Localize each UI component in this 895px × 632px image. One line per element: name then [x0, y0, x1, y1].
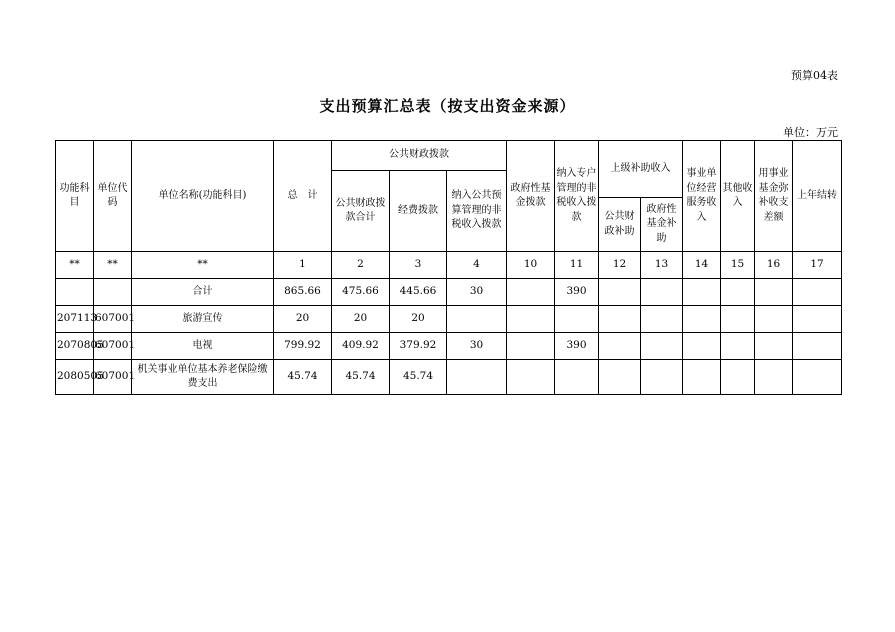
pf-subtotal-cell: 409.92	[332, 333, 390, 360]
index-cell: 17	[793, 252, 842, 279]
unit-name-cell: 合计	[132, 279, 274, 306]
index-cell: **	[56, 252, 94, 279]
unit-name-cell: 电视	[132, 333, 274, 360]
unit-name-cell: 旅游宣传	[132, 306, 274, 333]
funds-cell: 20	[390, 306, 447, 333]
unit-code-cell: 607001	[94, 306, 132, 333]
header-total: 总 计	[274, 141, 332, 252]
gf-subsidy-cell	[641, 279, 683, 306]
reserve-cell	[755, 306, 793, 333]
header-public-fiscal-subtotal: 公共财政拨款合计	[332, 171, 390, 252]
reserve-cell	[755, 279, 793, 306]
table-row	[56, 360, 842, 395]
carry-cell	[793, 306, 842, 333]
index-cell: 12	[599, 252, 641, 279]
index-cell: 16	[755, 252, 793, 279]
index-cell: 4	[447, 252, 507, 279]
gov-fund-cell	[507, 279, 555, 306]
pf-subsidy-cell	[599, 279, 641, 306]
pf-subsidy-cell	[599, 306, 641, 333]
document-title: 支出预算汇总表（按支出资金来源）	[319, 97, 576, 115]
header-public-fiscal: 公共财政拨款	[332, 141, 507, 171]
special-nontax-cell: 390	[555, 333, 599, 360]
other-cell	[721, 360, 755, 395]
header-unit-name: 单位名称(功能科目)	[132, 141, 274, 252]
nontax-cell	[447, 306, 507, 333]
unit-label: 单位：万元	[783, 126, 838, 139]
unit-code-cell: 607001	[94, 360, 132, 395]
pf-subsidy-cell	[599, 360, 641, 395]
pf-subtotal-cell: 45.74	[332, 360, 390, 395]
header-funds-allocation: 经费拨款	[390, 171, 447, 252]
unit-name-cell: 机关事业单位基本养老保险缴费支出	[132, 360, 274, 395]
funds-cell: 45.74	[390, 360, 447, 395]
nontax-cell: 30	[447, 333, 507, 360]
service-cell	[683, 279, 721, 306]
nontax-cell: 30	[447, 279, 507, 306]
index-cell: 3	[390, 252, 447, 279]
index-cell: 14	[683, 252, 721, 279]
unit-code-cell: 607001	[94, 333, 132, 360]
carry-cell	[793, 279, 842, 306]
column-index-row	[56, 252, 842, 279]
header-upper-subsidy: 上级补助收入	[599, 141, 683, 198]
total-cell: 45.74	[274, 360, 332, 395]
header-gov-fund-subsidy: 政府性基金补助	[641, 198, 683, 252]
funds-cell: 379.92	[390, 333, 447, 360]
index-cell: **	[132, 252, 274, 279]
func-code-cell: 2070805	[56, 333, 94, 360]
other-cell	[721, 306, 755, 333]
gf-subsidy-cell	[641, 306, 683, 333]
index-cell: 2	[332, 252, 390, 279]
header-special-nontax: 纳入专户管理的非税收入拨款	[555, 141, 599, 252]
service-cell	[683, 360, 721, 395]
index-cell: 1	[274, 252, 332, 279]
service-cell	[683, 333, 721, 360]
func-code-cell: 2080505	[56, 360, 94, 395]
pf-subtotal-cell: 20	[332, 306, 390, 333]
special-nontax-cell	[555, 306, 599, 333]
table-row	[56, 306, 842, 333]
nontax-cell	[447, 360, 507, 395]
index-cell: **	[94, 252, 132, 279]
total-cell: 865.66	[274, 279, 332, 306]
header-public-fiscal-subsidy: 公共财政补助	[599, 198, 641, 252]
total-cell: 20	[274, 306, 332, 333]
header-nontax-in-budget: 纳入公共预算管理的非税收入拨款	[447, 171, 507, 252]
gf-subsidy-cell	[641, 360, 683, 395]
service-cell	[683, 306, 721, 333]
gov-fund-cell	[507, 360, 555, 395]
budget-table	[55, 140, 842, 395]
func-code-cell	[56, 279, 94, 306]
pf-subsidy-cell	[599, 333, 641, 360]
funds-cell: 445.66	[390, 279, 447, 306]
header-carryover: 上年结转	[793, 141, 842, 252]
other-cell	[721, 333, 755, 360]
gf-subsidy-cell	[641, 333, 683, 360]
unit-code-cell	[94, 279, 132, 306]
special-nontax-cell	[555, 360, 599, 395]
table-row	[56, 333, 842, 360]
index-cell: 15	[721, 252, 755, 279]
special-nontax-cell: 390	[555, 279, 599, 306]
gov-fund-cell	[507, 333, 555, 360]
header-func-code: 功能科目	[56, 141, 94, 252]
total-cell: 799.92	[274, 333, 332, 360]
header-other-income: 其他收入	[721, 141, 755, 252]
reserve-cell	[755, 360, 793, 395]
index-cell: 10	[507, 252, 555, 279]
index-cell: 11	[555, 252, 599, 279]
header-service-income: 事业单位经营服务收入	[683, 141, 721, 252]
header-gov-fund: 政府性基金拨款	[507, 141, 555, 252]
gov-fund-cell	[507, 306, 555, 333]
func-code-cell: 207113	[56, 306, 94, 333]
header-reserve-fund: 用事业基金弥补收支差额	[755, 141, 793, 252]
other-cell	[721, 279, 755, 306]
header-unit-code: 单位代码	[94, 141, 132, 252]
reserve-cell	[755, 333, 793, 360]
carry-cell	[793, 360, 842, 395]
pf-subtotal-cell: 475.66	[332, 279, 390, 306]
form-number: 预算04表	[791, 69, 838, 82]
carry-cell	[793, 333, 842, 360]
table-row-total	[56, 279, 842, 306]
index-cell: 13	[641, 252, 683, 279]
